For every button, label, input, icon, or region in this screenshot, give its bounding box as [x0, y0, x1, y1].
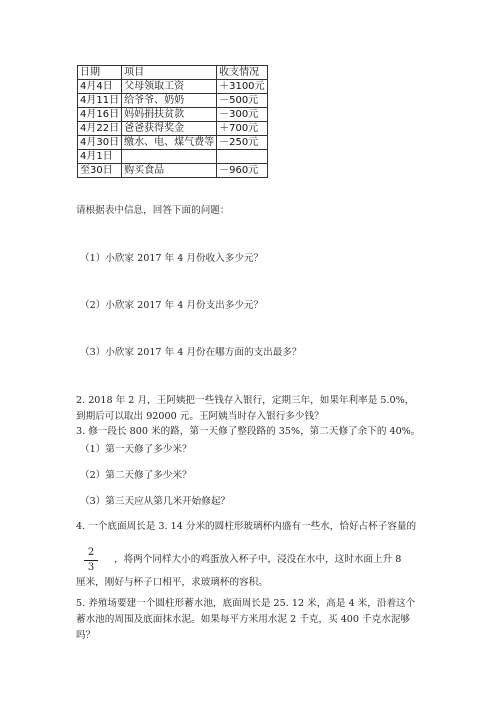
question-3-part-1: （1）第一天修了多少米？	[80, 444, 192, 455]
cell-item: 妈妈捐扶贫款	[122, 108, 217, 122]
cell-amount: －960元	[217, 164, 267, 178]
cell-amount: ＋3100元	[217, 80, 267, 94]
header-date: 日期	[78, 66, 122, 80]
question-3-part-3: （3）第三天应从第几米开始修起？	[80, 496, 231, 507]
table-header-row	[78, 66, 268, 80]
table-row	[78, 136, 268, 150]
cell-amount: －250元	[217, 136, 267, 150]
fraction-bar	[84, 560, 98, 561]
header-amount: 收支情况	[217, 66, 267, 80]
fraction-numerator: 2	[87, 547, 95, 558]
cell-date: 4月1日	[78, 150, 122, 164]
cell-date: 4月22日	[78, 122, 122, 136]
table-row	[78, 164, 268, 178]
cell-amount: －300元	[217, 108, 267, 122]
cell-date: 至30日	[78, 164, 122, 178]
question-1-part-1: （1）小欣家 2017 年 4 月份收入多少元？	[80, 253, 264, 264]
table-row	[78, 80, 268, 94]
cell-date: 4月11日	[78, 94, 122, 108]
question-4-line-2: ，将两个同样大小的鸡蛋放入杯子中，浸没在水中，这时水面上升 8	[114, 554, 402, 565]
fraction-two-thirds	[84, 547, 98, 574]
cell-item: 父母领取工资	[122, 80, 217, 94]
cell-date: 4月16日	[78, 108, 122, 122]
cell-amount: －500元	[217, 94, 267, 108]
header-item: 项目	[122, 66, 217, 80]
question-3-part-2: （2）第二天修了多少米？	[80, 470, 192, 481]
question-4-line-3: 厘米，刚好与杯子口相平，求玻璃杯的容积。	[76, 577, 268, 588]
cell-item: 缴水、电、煤气费等	[122, 136, 217, 150]
cell-item	[122, 150, 217, 164]
question-1-part-3: （3）小欣家 2017 年 4 月份在哪方面的支出最多？	[80, 347, 302, 358]
question-2: 2. 2018 年 2 月，王阿姨把一些钱存入银行，定期三年，如果年利率是 5.0%，到期后可以取出 92000 元。王阿姨当时存入银行多少钱？	[76, 395, 415, 422]
question-5: 5. 养殖场要建一个圆柱形蓄水池，底面周长是 25. 12 米，高是 4 米，沿着这个蓄水池的周围及底面抹水泥。如果每平方米用水泥 2 千克，买 400 千克水泥够吗？	[76, 598, 416, 641]
cell-date: 4月30日	[78, 136, 122, 150]
cell-item: 给爷爷、奶奶	[122, 94, 217, 108]
fraction-denominator: 3	[87, 562, 95, 573]
question-4-line-1: 4. 一个底面周长是 3. 14 分米的圆柱形玻璃杯内盛有一些水，恰好占杯子容量的	[76, 521, 417, 532]
table-instructions: 请根据表中信息，回答下面的问题：	[76, 205, 230, 216]
cell-date: 4月4日	[78, 80, 122, 94]
cell-amount	[217, 150, 267, 164]
cell-item: 购买食品	[122, 164, 217, 178]
question-3: 3. 修一段长 800 米的路，第一天修了整段路的 35%，第二天修了余下的 40%。	[76, 426, 421, 437]
income-expense-table	[77, 65, 268, 178]
cell-amount: ＋700元	[217, 122, 267, 136]
cell-item: 爸爸获得奖金	[122, 122, 217, 136]
table-row	[78, 122, 268, 136]
question-1-part-2: （2）小欣家 2017 年 4 月份支出多少元？	[80, 300, 264, 311]
table-row	[78, 150, 268, 164]
table-row	[78, 94, 268, 108]
table-row	[78, 108, 268, 122]
